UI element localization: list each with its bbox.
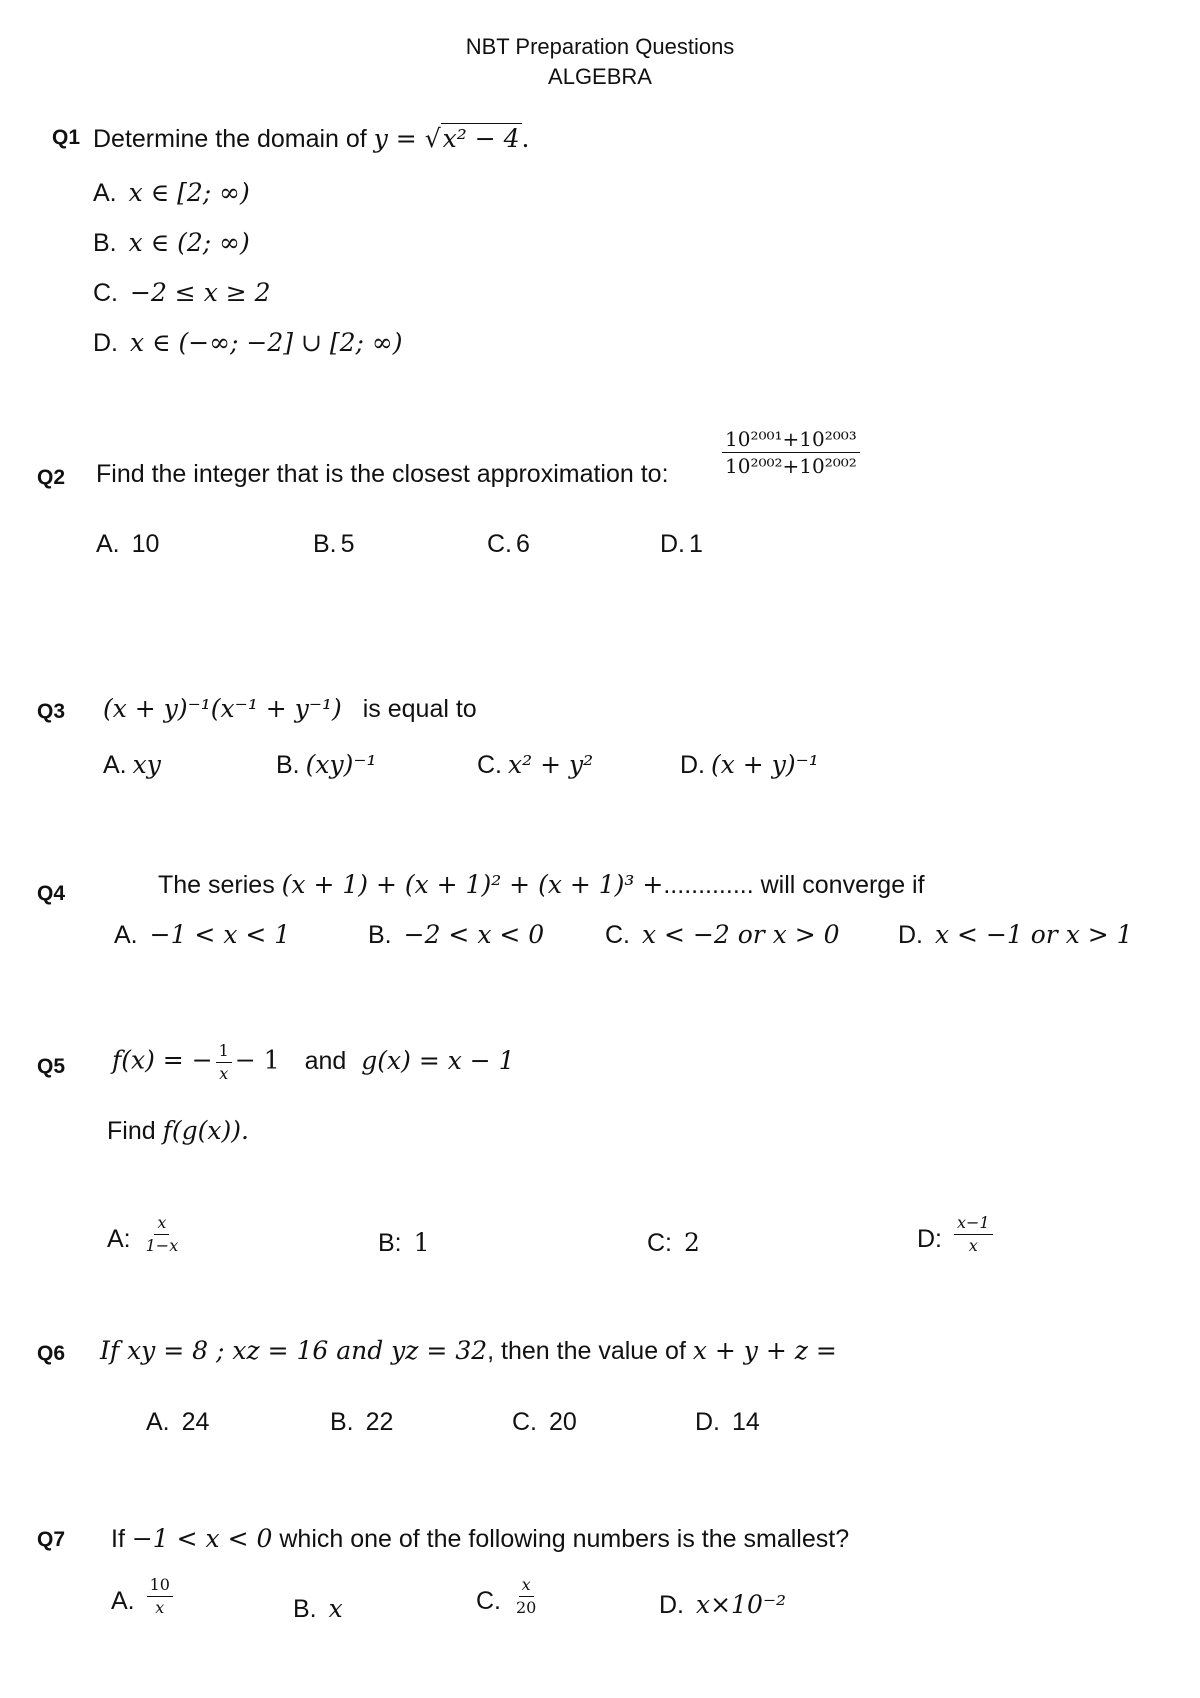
q6-prompt-math: If xy = 8 ; xz = 16 and yz = 32 [100,1336,488,1365]
q2-fraction-denominator: 10²⁰⁰²+10²⁰⁰² [725,454,857,478]
q1-option-b-label: B. [93,229,117,257]
q7-option-a [111,1575,173,1622]
q6-option-d-label: D. [695,1408,720,1436]
q5-option-b-value: 1 [413,1228,430,1257]
q4-option-b-value: −2 < x < 0 [403,920,545,949]
q1-prompt-text: Determine the domain of [93,125,367,153]
q4-option-c-value: x < −2 or x > 0 [642,920,840,949]
q7-option-b [293,1594,343,1624]
q1-option-b [93,228,250,258]
q5-option-d [917,1213,993,1260]
q6-option-d-value: 14 [732,1408,760,1436]
q1-option-b-value: x ∈ (2; ∞) [128,228,250,257]
q7-number: Q7 [37,1528,66,1551]
q5-option-a [107,1213,181,1260]
q3-option-a-value: xy [132,750,161,779]
q2-fraction [722,428,860,477]
q4-option-d-label: D. [898,921,923,949]
q7-option-d-value: x×10⁻² [696,1590,787,1619]
q5-option-c-value: 2 [684,1228,700,1257]
q5-option-c [647,1228,700,1258]
q3-option-c-label: C. [477,751,502,779]
q4-option-a-label: A. [114,921,138,949]
q7-prompt-post: which one of the following numbers is the smallest? [279,1525,850,1553]
q2-number: Q2 [37,466,66,489]
q7-option-c-num: x [519,1576,534,1597]
q6-prompt-math-tail: x + y + z = [692,1336,837,1365]
q1-option-c-label: C. [93,279,118,307]
q4-number: Q4 [37,882,66,905]
q2-option-b-value: 5 [340,530,355,558]
page-subtitle: ALGEBRA [548,64,652,89]
q7-option-c [476,1575,539,1622]
q7-option-b-label: B. [293,1595,317,1623]
q5-f-frac-den: x [219,1063,229,1083]
q4-prompt-math: (x + 1) + (x + 1)² + (x + 1)³ + [281,870,664,899]
q2-option-a [96,530,159,559]
q2-option-d [660,530,703,559]
q1-prompt [93,124,529,154]
q6-prompt [100,1336,837,1366]
q5-option-d-label: D: [917,1224,942,1253]
q3-prompt-text: is equal to [362,695,477,723]
q5-option-a-den: 1−x [145,1235,179,1255]
q1-option-a-value: x ∈ [2; ∞) [128,178,250,207]
q4-prompt [158,870,925,900]
q3-option-b-value: (xy)⁻¹ [305,750,377,779]
q5-f-tail: − 1 [234,1045,280,1075]
q7-option-d-label: D. [659,1591,684,1619]
q6-option-b-label: B. [330,1408,354,1436]
q2-fraction-numerator: 10²⁰⁰¹+10²⁰⁰³ [722,428,860,453]
q4-option-b-label: B. [368,921,392,949]
q4-option-a [114,920,290,950]
q4-prompt-post: ............. will converge if [663,871,925,899]
q2-option-a-value: 10 [131,530,160,558]
q1-option-a-label: A. [93,179,117,207]
q4-option-d [898,920,1133,950]
q3-prompt [103,694,477,724]
q3-option-a [103,750,161,780]
q5-option-a-label: A: [107,1224,131,1253]
q6-option-b-value: 22 [365,1408,394,1436]
q5-find [107,1116,249,1146]
q5-find-text: Find [107,1117,156,1145]
q6-option-c-value: 20 [549,1408,577,1436]
q7-option-a-num: 10 [147,1576,173,1597]
q5-option-c-label: C: [647,1229,672,1257]
q1-option-d-label: D. [93,329,118,357]
q4-option-b [368,920,544,950]
q4-option-a-value: −1 < x < 1 [149,920,291,949]
q7-prompt-math: −1 < x < 0 [131,1524,273,1553]
q1-number: Q1 [52,126,81,149]
q4-option-c [605,920,840,950]
q5-find-math: f(g(x)). [162,1116,249,1145]
q1-radicand: x² − 4 [442,124,520,153]
q7-prompt-pre: If [111,1525,125,1553]
q6-prompt-text: , then the value of [487,1337,686,1365]
q2-prompt: Find the integer that is the closest approximation to: [96,460,669,488]
q2-option-c-value: 6 [516,530,530,558]
q3-option-d-label: D. [680,751,705,779]
q6-number: Q6 [37,1342,66,1365]
q6-option-c-label: C. [512,1408,537,1436]
q7-prompt [111,1524,849,1554]
q5-option-b [378,1228,430,1258]
q2-option-d-value: 1 [689,530,703,558]
q3-option-a-label: A. [103,751,127,779]
q3-option-d-value: (x + y)⁻¹ [711,750,819,779]
q1-option-c-value: −2 ≤ x ≥ 2 [130,278,271,307]
q1-prompt-lhs: y = [373,124,425,153]
q5-option-b-label: B: [378,1229,402,1257]
q5-f-frac-num: 1 [216,1042,232,1063]
q6-option-b [330,1408,393,1437]
q2-option-b-label: B. [313,530,337,558]
q2-option-b [313,530,355,559]
q7-option-c-den: 20 [516,1597,537,1617]
q3-number: Q3 [37,700,66,723]
q5-definition [112,1042,515,1082]
q4-option-c-label: C. [605,921,630,949]
q4-prompt-pre: The series [158,871,275,899]
q1-tail: . [521,124,530,153]
q7-option-a-label: A. [111,1586,135,1615]
q3-option-b [276,750,377,780]
q4-option-d-value: x < −1 or x > 1 [935,920,1133,949]
q6-option-a-label: A. [146,1408,170,1436]
q5-f-lhs: f(x) = − [112,1045,213,1075]
q1-option-d-value: x ∈ (−∞; −2] ∪ [2; ∞) [130,328,403,357]
q7-option-b-value: x [328,1594,343,1623]
q6-option-d [695,1408,760,1437]
q1-option-c [93,278,271,308]
q1-option-d [93,328,402,358]
q2-option-c-label: C. [487,530,512,558]
q6-option-a [146,1408,209,1437]
q5-option-d-den: x [968,1235,978,1255]
q5-option-d-num: x−1 [954,1214,993,1235]
q5-and: and [304,1046,347,1075]
q6-option-c [512,1408,577,1437]
q5-number: Q5 [37,1055,66,1078]
q1-option-a [93,178,250,208]
q3-option-c-value: x² + y² [508,750,594,779]
q2-option-a-label: A. [96,530,120,558]
q7-option-c-label: C. [476,1586,501,1615]
q7-option-d [659,1590,786,1620]
q2-option-c [487,530,530,559]
page-title: NBT Preparation Questions [465,34,735,59]
q5-g-def: g(x) = x − 1 [361,1045,515,1075]
q3-option-d [680,750,819,780]
q3-option-b-label: B. [276,751,300,779]
q2-option-d-label: D. [660,530,685,558]
q6-option-a-value: 24 [181,1408,210,1436]
q3-prompt-math: (x + y)⁻¹(x⁻¹ + y⁻¹) [103,694,342,723]
q3-option-c [477,750,593,780]
q1-sqrt: √x² − 4 [424,124,520,153]
q7-option-a-den: x [155,1597,165,1617]
q5-option-a-num: x [154,1214,169,1235]
